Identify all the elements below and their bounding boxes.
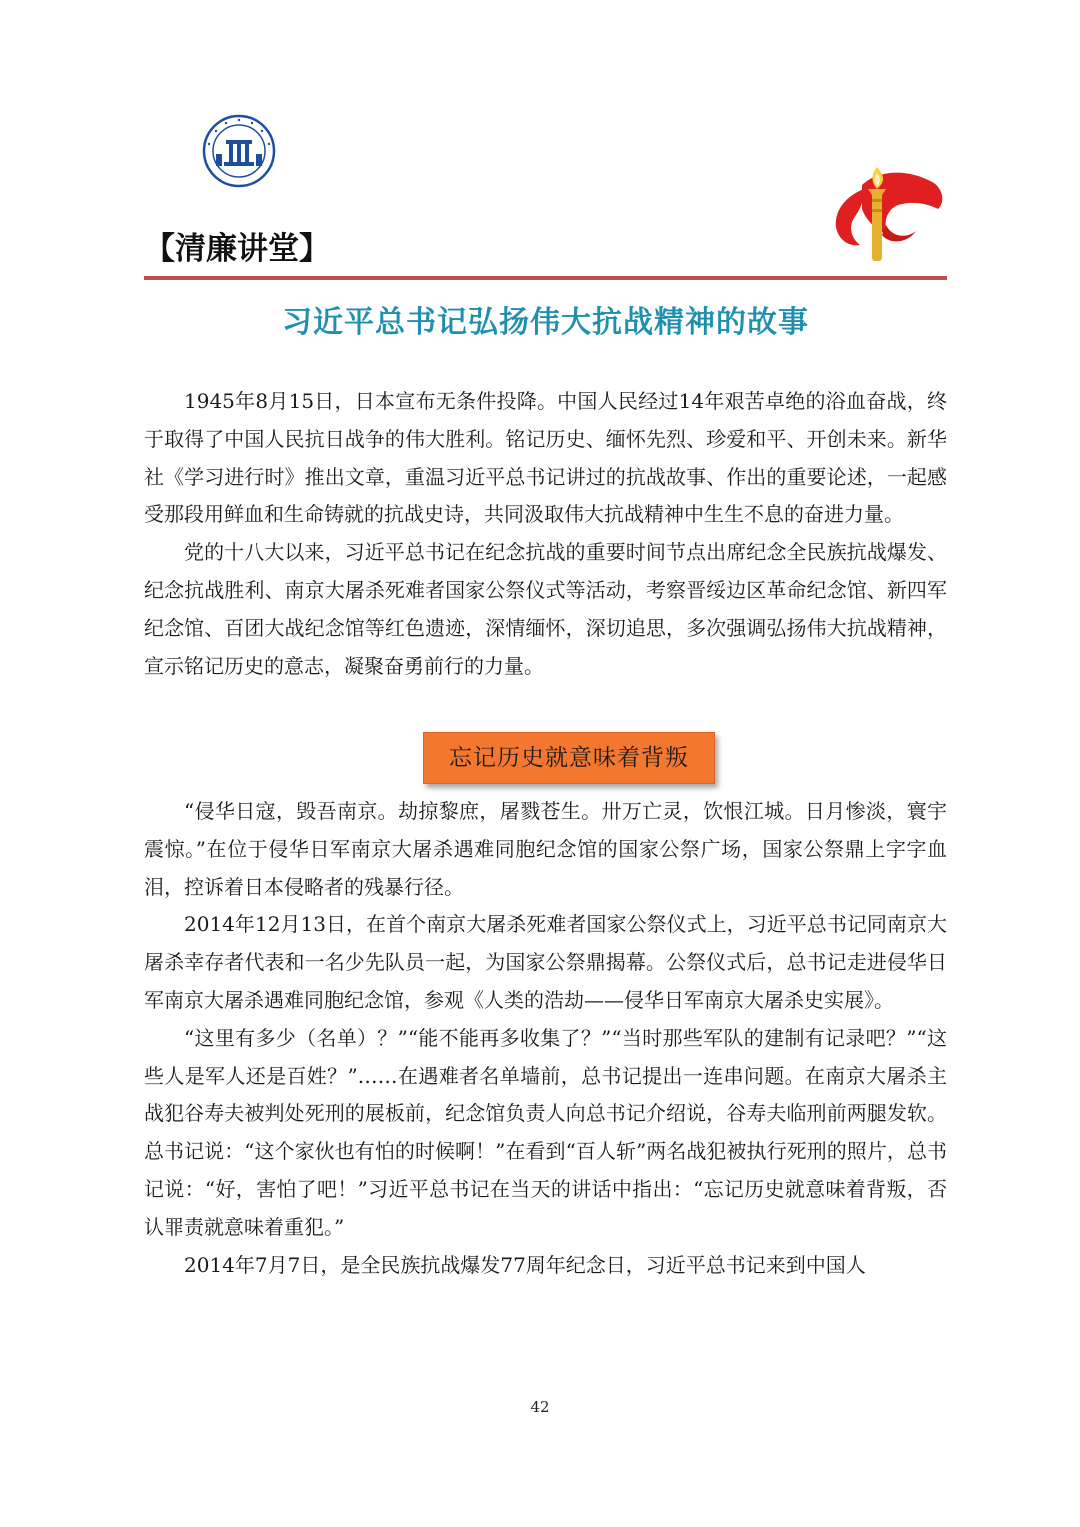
section-subheading: 忘记历史就意味着背叛 [423,732,715,784]
paragraph: 1945年8月15日，日本宣布无条件投降。中国人民经过14年艰苦卓绝的浴血奋战，终于取得了中国人民抗日战争的伟大胜利。铭记历史、缅怀先烈、珍爱和平、开创未来。新华社《学习进行时》推出文章，重温习近平总书记讲过的抗战故事、作出的重要论述，一起感受那段用鲜血和生命铸就的抗战史诗，共同汲取伟大抗战精神中生生不息的奋进力量。 [144,389,947,527]
paragraph: 2014年7月7日，是全民族抗战爆发77周年纪念日，习近平总书记来到中国人 [184,1252,866,1277]
header-divider [144,276,947,280]
section-text [144,793,947,1284]
intro-text [144,383,947,685]
section-tag: 【清廉讲堂】 [144,231,330,267]
paragraph: 党的十八大以来，习近平总书记在纪念抗战的重要时间节点出席纪念全民族抗战爆发、纪念抗战胜利、南京大屠杀死难者国家公祭仪式等活动，考察晋绥边区革命纪念馆、新四军纪念馆、百团大战纪念馆等红色遗迹，深情缅怀，深切追思，多次强调弘扬伟大抗战精神，宣示铭记历史的意志，凝聚奋勇前行的力量。 [144,540,947,678]
organization-logo [202,114,276,188]
paragraph: “这里有多少（名单）？”“能不能再多收集了？”“当时那些军队的建制有记录吧？”“这些人是军人还是百姓？”……在遇难者名单墙前，总书记提出一连串问题。在南京大屠杀主战犯谷寿夫被判处死刑的展板前，纪念馆负责人向总书记介绍说，谷寿夫临刑前两腿发软。总书记说：“这个家伙也有怕的时候啊！”在看到“百人斩”两名战犯被执行死刑的照片，总书记说：“好，害怕了吧！”习近平总书记在当天的讲话中指出：“忘记历史就意味着背叛，否认罪责就意味着重犯。” [144,1025,947,1239]
article-title: 习近平总书记弘扬伟大抗战精神的故事 [282,305,809,340]
paragraph: “侵华日寇，毁吾南京。劫掠黎庶，屠戮苍生。卅万亡灵，饮恨江城。日月惨淡，寰宇震惊。”在位于侵华日军南京大屠杀遇难同胞纪念馆的国家公祭广场，国家公祭鼎上字字血泪，控诉着日本侵略者的残暴行径。 [144,799,947,899]
torch-flag-emblem [826,165,948,263]
page-number: 42 [530,1398,550,1416]
paragraph: 2014年12月13日，在首个南京大屠杀死难者国家公祭仪式上，习近平总书记同南京大屠杀幸存者代表和一名少先队员一起，为国家公祭鼎揭幕。公祭仪式后，总书记走进侵华日军南京大屠杀遇难同胞纪念馆，参观《人类的浩劫——侵华日军南京大屠杀史实展》。 [144,912,947,1012]
